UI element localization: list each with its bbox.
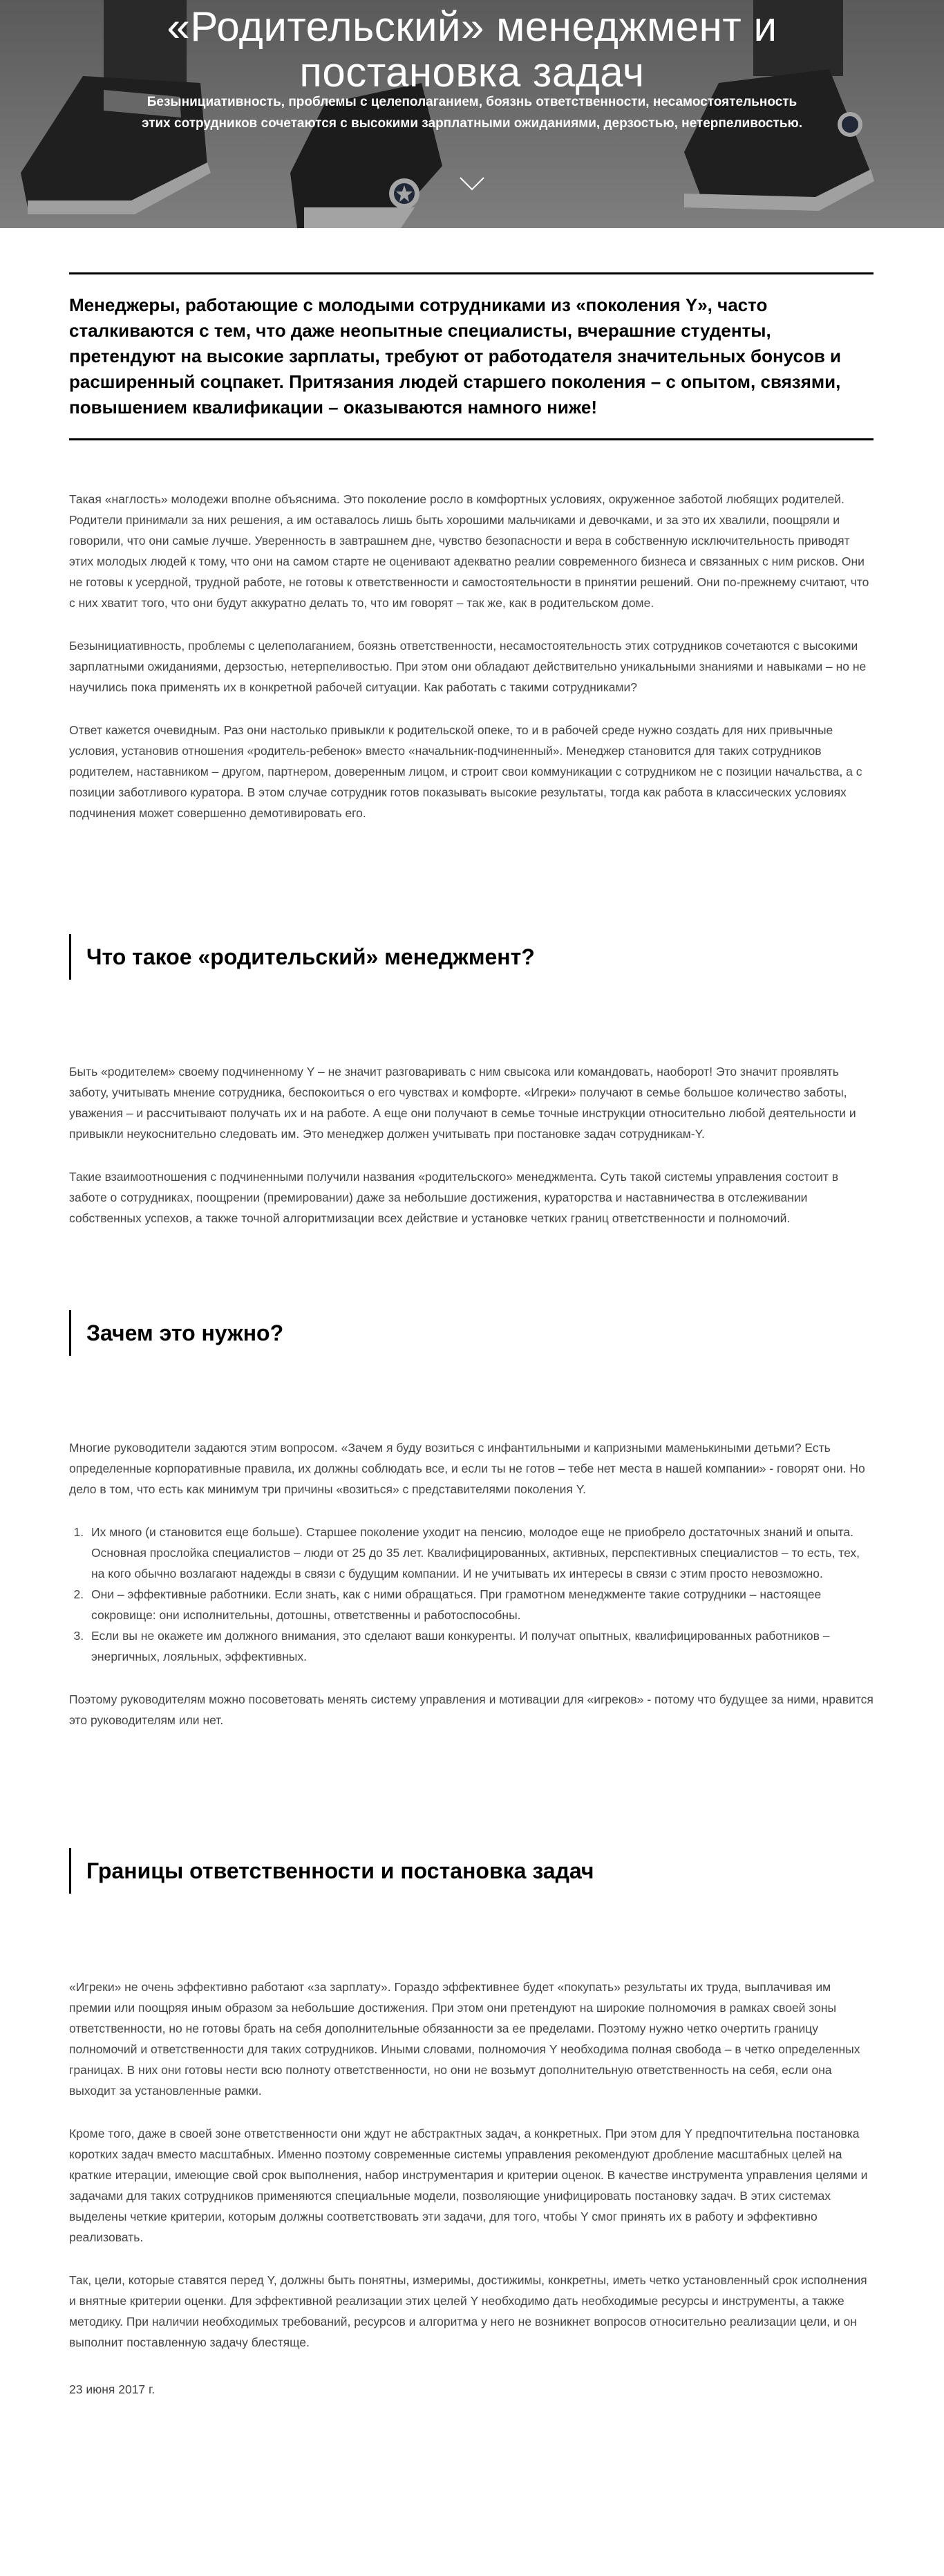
list-item: 3. Если вы не окажете им должного внимания, это сделают ваши конкуренты. И получат опытных, квалифицированных работников – энергичных, лояльных, эффективных.: [87, 1625, 874, 1667]
intro-text: Менеджеры, работающие с молодыми сотрудниками из «поколения Y», часто сталкиваются с тем, что даже неопытные специалисты, вчерашние студенты, претендуют на высокие зарплаты, требуют от работодателя значительных бонусов и расширенный соцпакет. Притязания людей старшего поколения – с опытом, связями, повышением квалификации – оказываются намного ниже!: [69, 295, 842, 418]
section-body: [69, 1437, 874, 1730]
intro-callout: [69, 272, 874, 440]
hero-lead: Безынициативность, проблемы с целеполаганием, боязнь ответственности, несамостоятельность этих сотрудников сочетаются с высокими зарплатными ожиданиями, дерзостью, нетерпеливостью.: [141, 95, 803, 131]
paragraph: Поэтому руководителям можно посоветовать менять систему управления и мотивации для «игреков» - потому что будущее за ними, нравится это руководителям или нет.: [69, 1692, 874, 1727]
reasons-list: [87, 1522, 874, 1667]
article: [69, 272, 874, 2400]
paragraph: Ответ кажется очевидным. Раз они настолько привыкли к родительской опеке, то и в рабочей среде нужно создать для них привычные условия, установив отношения «родитель-ребенок» вместо «начальник-подчиненный». Менеджер становится для таких сотрудников родителем, наставником – другом, партнером, доверенным лицом, и строит свои коммуникации с сотрудником не с позиции начальства, а с позиции заботливого куратора. В этом случае сотрудник готов показывать высокие результаты, тогда как работа в классических условиях подчинения может совершенно демотивировать его.: [69, 723, 862, 820]
section-body: [69, 1977, 874, 2353]
publication-date: 23 июня 2017 г.: [69, 2382, 155, 2396]
paragraph: Кроме того, даже в своей зоне ответственности они ждут не абстрактных задач, а конкретных. При этом для Y предпочтительна постановка коротких задач вместо масштабных. Именно поэтому современные системы управления рекомендуют дробление масштабных целей на краткие итерации, имеющие свой срок выполнения, набор инструментария и критерии оценок. В качестве инструмента управления целями и задачами для таких сотрудников применяются специальные модели, позволяющие унифицировать постановку задач. В этих системах выделены четкие критерии, которым должны соответствовать эти задачи, для того, чтобы Y смог принять их в работу и эффективно реализовать.: [69, 2127, 868, 2244]
paragraph: Такие взаимоотношения с подчиненными получили названия «родительского» менеджмента. Суть такой системы управления состоит в заботе о сотрудниках, поощрении (премировании) даже за небольшие достижения, кураторства и наставничества в отслеживании собственных успехов, а также точной алгоритмизации всех действие и установке четких границ ответственности и полномочий.: [69, 1170, 839, 1225]
list-item: 2. Они – эффективные работники. Если знать, как с ними обращаться. При грамотном менеджменте такие сотрудники – настоящее сокровище: они исполнительны, дотошны, ответственны и работоспособны.: [87, 1584, 874, 1625]
section-heading: Зачем это нужно?: [69, 1310, 874, 1356]
paragraph: Быть «родителем» своему подчиненному Y – не значит разговаривать с ним свысока или командовать, наоборот! Это значит проявлять заботу, учитывать мнение сотрудника, беспокоиться о его чувствах и комфорте. «Игреки» получают в семье большое количество заботы, уважения – и рассчитывают получать их и на работе. А еще они получают в семье точные инструкции относительно любой деятельности и привыкли неукоснительно следовать им. Это менеджер должен учитывать при постановке задач сотрудникам-Y.: [69, 1065, 856, 1141]
chevron-down-icon[interactable]: [458, 176, 486, 192]
list-item: 1. Их много (и становится еще больше). Старшее поколение уходит на пенсию, молодое еще не приобрело достаточных знаний и опыта. Основная прослойка специалистов – люди от 25 до 35 лет. Квалифицированных, активных, перспективных специалистов – то есть, тех, на кого обычно возлагают надежды в связи с будущим компании. И не учитывать их интересы в связи с этим просто невозможно.: [87, 1522, 874, 1584]
paragraph: Многие руководители задаются этим вопросом. «Зачем я буду возиться с инфантильными и капризными маменькиными детьми? Есть определенные корпоративные правила, их должны соблюдать все, и если ты не готов – тебе нет места в нашей компании» - говорят они. Но дело в том, что есть как минимум три причины «возиться» с представителями поколения Y.: [69, 1441, 865, 1496]
paragraph: «Игреки» не очень эффективно работают «за зарплату». Гораздо эффективнее будет «покупать» результаты их труда, выплачивая им премии или поощряя иным образом за небольшие достижения. При этом они претендуют на широкие полномочия в рамках своей зоны ответственности, но не готовы брать на себя дополнительные обязанности за ее пределами. Поэтому нужно четко очертить границу полномочий и ответственности для таких сотрудников. Иными словами, полномочия Y необходима полная свобода – в четко определенных границах. В них они готовы нести всю полноту ответственности, но они не возьмут дополнительную ответственность на себя, если она выходит за установленные рамки.: [69, 1980, 860, 2098]
section-heading: Границы ответственности и постановка задач: [69, 1848, 874, 1894]
section-heading: Что такое «родительский» менеджмент?: [69, 934, 874, 980]
paragraph: Безынициативность, проблемы с целеполаганием, боязнь ответственности, несамостоятельность этих сотрудников сочетаются с высокими зарплатными ожиданиями, дерзостью, нетерпеливостью. При этом они обладают действительно уникальными знаниями и навыками – но не научились пока применять их в конкретной рабочей ситуации. Как работать с такими сотрудниками?: [69, 639, 867, 694]
hero-banner: [0, 0, 944, 228]
paragraph: Так, цели, которые ставятся перед Y, должны быть понятны, измеримы, достижимы, конкретны, иметь четко установленный срок исполнения и внятные критерии оценки. Для эффективной реализации этих целей Y необходимо дать необходимые ресурсы и инструменты, а также методику. При наличии необходимых требований, ресурсов и алгоритма у него не возникнет вопросов относительно реализации цели, и он выполнит поставленную задачу блестяще.: [69, 2273, 867, 2349]
page-title: «Родительский» менеджмент и постановка задач: [167, 3, 777, 95]
section-body: [69, 1061, 874, 1229]
paragraph: Такая «наглость» молодежи вполне объяснима. Это поколение росло в комфортных условиях, окруженное заботой любящих родителей. Родители принимали за них решения, а им оставалось лишь быть хорошими мальчиками и девочками, и за это их хвалили, поощряли и говорили, что они самые лучше. Уверенность в завтрашнем дне, чувство безопасности и вера в собственную исключительность приводят этих молодых людей к тому, что они на самом старте не оценивают адекватно реалии современного бизнеса и связанных с ним рисков. Они не готовы к усердной, трудной работе, не готовы к ответственности и самостоятельности в принятии решений. Они по-прежнему считают, что с них хватит того, что они будут аккуратно делать то, что им говорят – так же, как в родительском доме.: [69, 492, 869, 610]
article-intro-body: [69, 489, 874, 823]
